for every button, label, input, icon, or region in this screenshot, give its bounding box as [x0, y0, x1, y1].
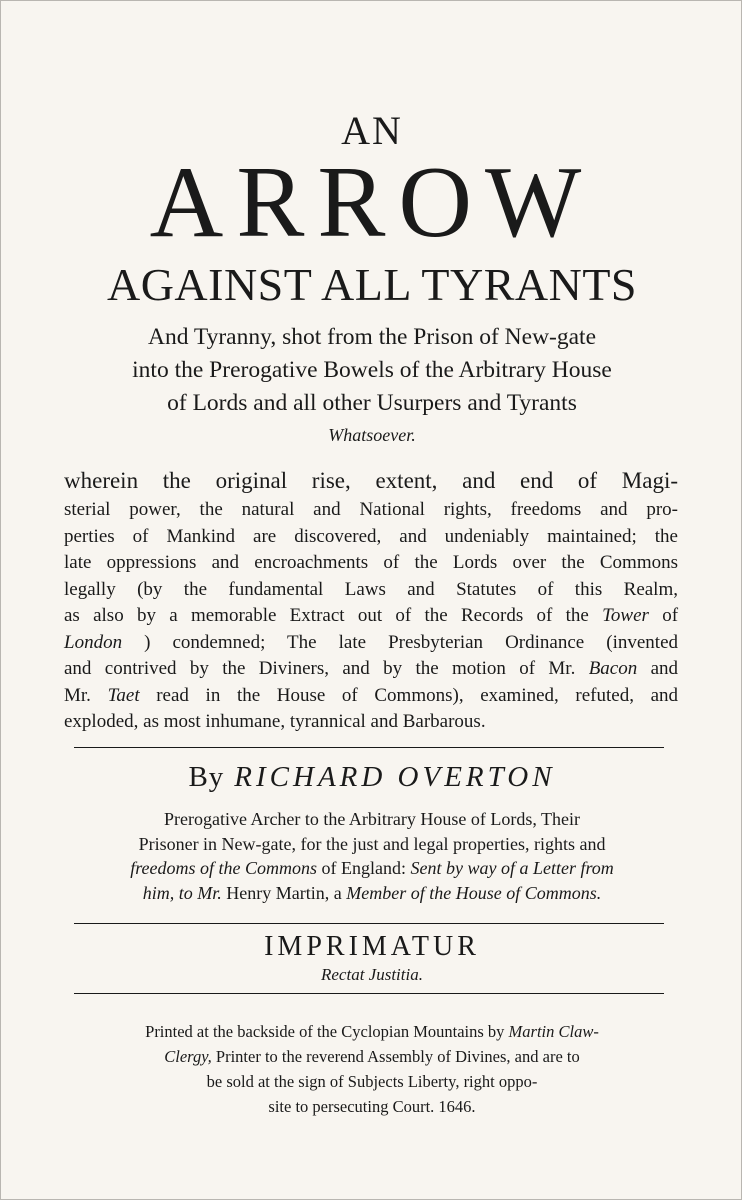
description-paragraph [64, 465, 678, 736]
body-italic: Tower [602, 605, 649, 626]
imprint-line [101, 1019, 643, 1044]
body-text: read in the House of Commons), examined, refuted, and [156, 684, 679, 706]
body-text: as also by a memorable Extract out of the Records of the [64, 605, 589, 626]
body-line: sterial power, the natural and National rights, freedoms and pro- [64, 499, 678, 520]
imprint-line: site to persecuting Court. 1646. [268, 1097, 476, 1116]
divider-rule [74, 923, 664, 924]
body-text: of [662, 605, 679, 626]
title-an: AN [341, 108, 403, 153]
author-italic: Sent by way of a Letter from [410, 858, 614, 878]
author-italic: freedoms of the Commons [130, 858, 318, 878]
imprint-text: Printer to the reverend Assembly of Divines, and are to [215, 1047, 580, 1066]
imprint [101, 1019, 643, 1119]
author-line: Prisoner in New-gate, for the just and legal properties, rights and [138, 833, 606, 854]
byline-by: By [188, 761, 225, 793]
body-italic: Taet [107, 684, 140, 706]
imprint-line: be sold at the sign of Subjects Liberty, right oppo- [206, 1072, 538, 1091]
body-line [64, 630, 678, 657]
author-line [81, 856, 663, 881]
body-line [64, 683, 678, 710]
author-description [81, 807, 663, 905]
body-line: late oppressions and encroachments of the Lords over the Commons [64, 552, 678, 573]
subtitle [41, 321, 703, 420]
body-line: legally (by the fundamental Laws and Statutes of this Realm, [64, 578, 678, 600]
divider-rule [74, 747, 664, 748]
author-text: of England: [321, 858, 406, 878]
body-line: wherein the original rise, extent, and end of Magi- [64, 468, 678, 493]
author-line [81, 881, 663, 906]
body-text: Mr. [64, 684, 91, 706]
title-against-all-tyrants: AGAINST ALL TYRANTS [106, 259, 637, 310]
divider-rule [74, 993, 664, 994]
subtitle-line: of Lords and all other Usurpers and Tyrants [167, 390, 577, 416]
author-text: Henry Martin, a [226, 882, 342, 903]
author-name: RICHARD OVERTON [234, 761, 556, 793]
author-line: Prerogative Archer to the Arbitrary House of Lords, Their [163, 809, 581, 829]
rectat-justitia: Rectat Justitia. [321, 965, 423, 984]
body-text: ) condemned; The late Presbyterian Ordinance (invented [144, 631, 679, 653]
body-text: and contrived by the Diviners, and by the motion of Mr. [64, 658, 576, 679]
body-italic: London [64, 631, 123, 653]
body-line [64, 656, 678, 683]
body-text: and [650, 658, 679, 679]
body-italic: Bacon [588, 658, 638, 679]
author-italic: him, to Mr. [142, 882, 222, 903]
title-arrow: ARROW [149, 146, 595, 259]
subtitle-line: into the Prerogative Bowels of the Arbitrary House [132, 357, 612, 383]
body-line: perties of Mankind are discovered, and undeniably maintained; the [64, 525, 678, 547]
author-italic: Member of the House of Commons. [346, 882, 602, 903]
imprint-text: Printed at the backside of the Cyclopian Mountains by [145, 1022, 505, 1041]
subtitle-line: And Tyranny, shot from the Prison of New-gate [147, 324, 597, 350]
whatsoever-text: Whatsoever. [328, 425, 416, 445]
imprint-italic: Martin Claw- [508, 1022, 599, 1041]
imprint-line [101, 1044, 643, 1069]
body-line [64, 603, 678, 630]
imprimatur-heading: IMPRIMATUR [264, 931, 480, 962]
byline [1, 759, 742, 795]
imprint-italic: Clergy, [164, 1047, 212, 1066]
body-line: exploded, as most inhumane, tyrannical and Barbarous. [64, 711, 486, 732]
